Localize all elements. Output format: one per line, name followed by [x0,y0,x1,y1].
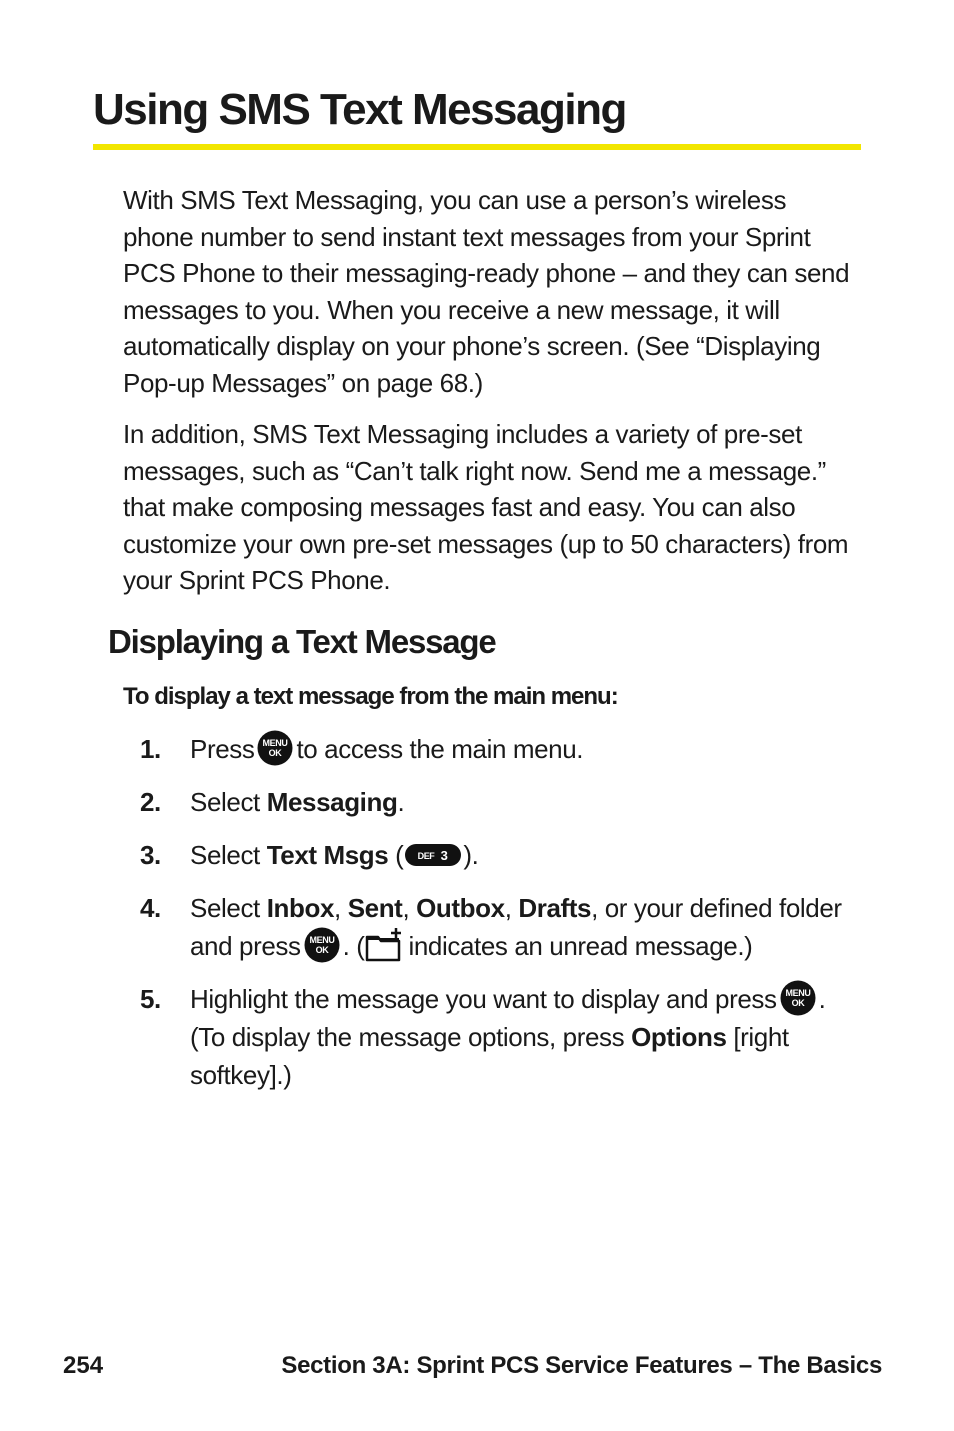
instruction-lead: To display a text message from the main menu: [123,683,618,710]
folder-outbox: Outbox [416,893,505,923]
svg-text:MENU: MENU [785,988,811,998]
step-number: 1. [140,734,161,764]
folder-sent: Sent [347,893,403,923]
svg-text:3: 3 [441,848,448,863]
separator: , [504,893,512,923]
step-number: 4. [140,893,161,923]
step-text: Press [190,734,255,764]
softkey-options: Options [631,1022,727,1052]
step-text: to access the main menu. [296,734,584,764]
separator: , [334,893,341,923]
step-2 [140,783,860,821]
step-text: Select [190,787,260,817]
menu-ok-key-icon [304,927,340,963]
step-number: 5. [140,984,161,1014]
page-number: 254 [63,1352,104,1379]
section-footer: Section 3A: Sprint PCS Service Features – The Basics [281,1352,882,1379]
step-text: ( [395,840,404,870]
svg-text:OK: OK [269,748,282,758]
svg-text:DEF: DEF [418,851,435,861]
title-underline [93,144,861,150]
step-text: . ( [342,931,365,961]
svg-text:OK: OK [791,998,804,1008]
step-5 [140,980,860,1094]
section-heading: Displaying a Text Message [108,623,496,660]
intro-paragraph-1: With SMS Text Messaging, you can use a person’s wireless phone number to send instant text messages from your Sprint PCS Phone to their messaging-ready phone – and they can send messages to you. When you receive a new message, it will automatically display on your phone’s screen. (See “Displaying Pop-up Messages” on page 68.) [123,185,850,398]
step-4 [140,889,860,965]
menu-ok-key-icon [257,730,293,766]
step-text: Highlight the message you want to display and press [190,984,777,1014]
step-3 [140,836,860,874]
step-text: [right softkey].) [190,1022,789,1090]
steps-list [140,730,860,1094]
step-text: Select [190,840,260,870]
step-text: . [397,787,405,817]
menu-option-text-msgs: Text Msgs [266,840,389,870]
step-text: ). [463,840,479,870]
step-number: 3. [140,840,161,870]
step-text: indicates an unread message.) [408,931,753,961]
separator: , [402,893,410,923]
def-3-key-icon [404,843,462,867]
unread-folder-icon [365,927,405,963]
page-title: Using SMS Text Messaging [93,85,626,134]
step-text: . (To display the message options, press [190,984,826,1052]
step-number: 2. [140,787,161,817]
menu-option-messaging: Messaging [266,787,398,817]
menu-ok-key-icon [780,980,816,1016]
svg-text:MENU: MENU [309,935,335,945]
step-text: , or your defined folder and press [190,893,842,961]
folder-inbox: Inbox [266,893,335,923]
step-1 [140,730,860,768]
intro-paragraph-2: In addition, SMS Text Messaging includes a variety of pre-set messages, such as “Can’t talk right now. Send me a message.” that make composing messages fast and easy. You can also customize your own pre-set messages (up to 50 characters) from your Sprint PCS Phone. [123,419,849,595]
step-text: Select [190,893,260,923]
svg-text:MENU: MENU [263,738,288,748]
svg-text:OK: OK [315,945,328,955]
folder-drafts: Drafts [518,893,592,923]
